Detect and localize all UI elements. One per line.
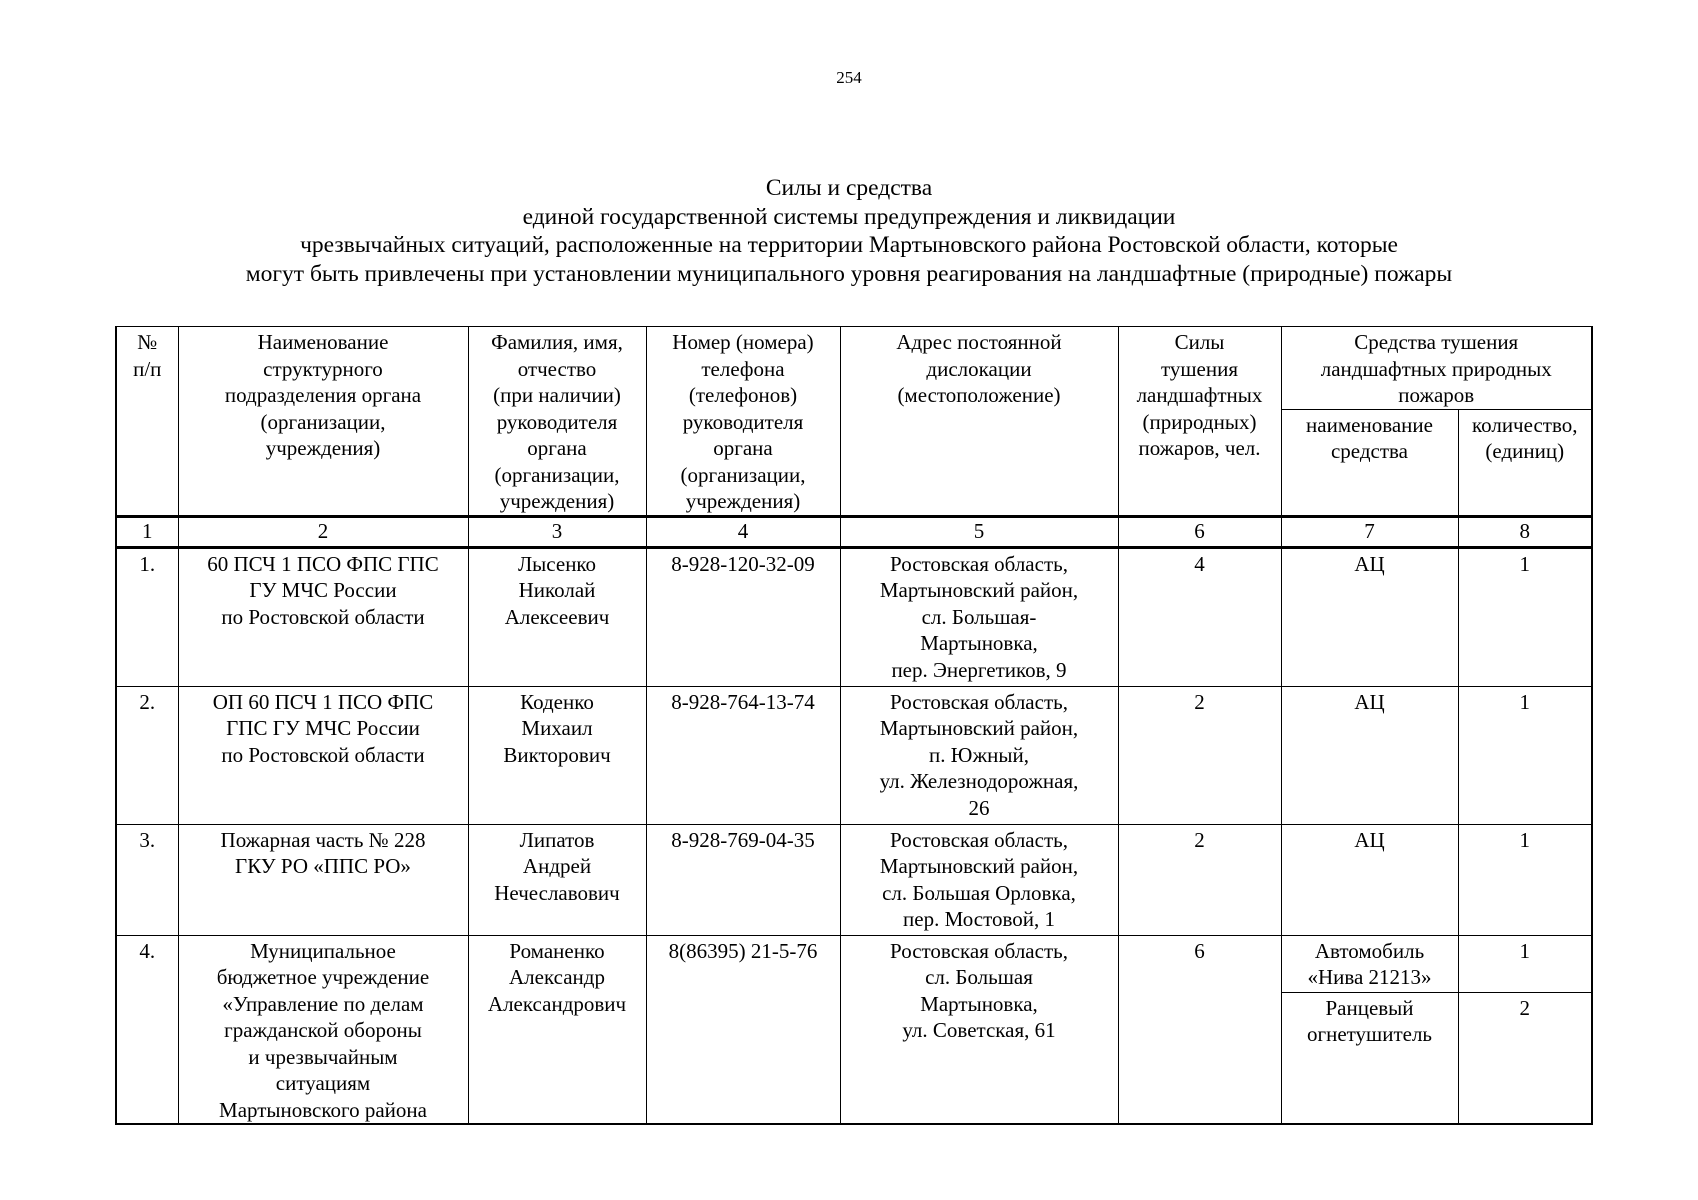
row-num: 2. <box>116 686 178 824</box>
table-row <box>116 935 1592 992</box>
table-row <box>116 686 1592 824</box>
row-means-qty: 1 <box>1458 547 1592 686</box>
header-phone: Номер (номера) телефона (телефонов) руководителя органа (организации, учреждения) <box>646 327 840 517</box>
header-address: Адрес постоянной дислокации (местоположение) <box>840 327 1118 517</box>
row-head: Коденко Михаил Викторович <box>468 686 646 824</box>
row-means-name: АЦ <box>1281 686 1458 824</box>
row-means-name: АЦ <box>1281 824 1458 935</box>
row-means-name: Ранцевый огнетушитель <box>1281 992 1458 1124</box>
table-row <box>116 824 1592 935</box>
column-number-row <box>116 516 1592 547</box>
forces-table <box>115 326 1593 1125</box>
document-title <box>100 174 1598 288</box>
row-unit: 60 ПСЧ 1 ПСО ФПС ГПС ГУ МЧС России по Ростовской области <box>178 547 468 686</box>
row-phone: 8-928-120-32-09 <box>646 547 840 686</box>
column-number: 7 <box>1281 516 1458 547</box>
header-num: № п/п <box>116 327 178 517</box>
row-head: Лысенко Николай Алексеевич <box>468 547 646 686</box>
row-means-name: АЦ <box>1281 547 1458 686</box>
column-number: 8 <box>1458 516 1592 547</box>
table-row <box>116 547 1592 686</box>
row-means-qty: 1 <box>1458 824 1592 935</box>
row-unit: Пожарная часть № 228 ГКУ РО «ППС РО» <box>178 824 468 935</box>
title-line: могут быть привлечены при установлении муниципального уровня реагирования на ландшафтные (природные) пожары <box>245 260 1453 287</box>
column-number: 2 <box>178 516 468 547</box>
row-phone: 8(86395) 21-5-76 <box>646 935 840 1124</box>
column-number: 6 <box>1118 516 1281 547</box>
row-num: 4. <box>116 935 178 1124</box>
row-num: 3. <box>116 824 178 935</box>
row-head: Липатов Андрей Нечеславович <box>468 824 646 935</box>
row-means-qty: 1 <box>1458 935 1592 992</box>
row-forces: 6 <box>1118 935 1281 1124</box>
row-num: 1. <box>116 547 178 686</box>
row-means-qty: 1 <box>1458 686 1592 824</box>
header-means-qty: количество, (единиц) <box>1458 409 1592 516</box>
title-line: Силы и средства <box>765 175 933 201</box>
row-forces: 4 <box>1118 547 1281 686</box>
header-head: Фамилия, имя, отчество (при наличии) руководителя органа (организации, учреждения) <box>468 327 646 517</box>
header-forces: Силы тушения ландшафтных (природных) пожаров, чел. <box>1118 327 1281 517</box>
row-unit: ОП 60 ПСЧ 1 ПСО ФПС ГПС ГУ МЧС России по Ростовской области <box>178 686 468 824</box>
title-line: чрезвычайных ситуаций, расположенные на территории Мартыновского района Ростовской области, которые <box>300 232 1398 258</box>
row-unit: Муниципальное бюджетное учреждение «Управление по делам гражданской обороны и чрезвычайным ситуациям Мартыновского района <box>178 935 468 1124</box>
title-line: единой государственной системы предупреждения и ликвидации <box>522 203 1176 230</box>
row-means-name: Автомобиль «Нива 21213» <box>1281 935 1458 992</box>
header-row <box>116 327 1592 410</box>
row-address: Ростовская область, Мартыновский район, п. Южный, ул. Железнодорожная, 26 <box>840 686 1118 824</box>
header-means: Средства тушения ландшафтных природных пожаров <box>1281 327 1592 410</box>
row-forces: 2 <box>1118 824 1281 935</box>
column-number: 1 <box>116 516 178 547</box>
row-address: Ростовская область, Мартыновский район, сл. Большая- Мартыновка, пер. Энергетиков, 9 <box>840 547 1118 686</box>
page-number: 254 <box>836 68 862 87</box>
row-address: Ростовская область, Мартыновский район, сл. Большая Орловка, пер. Мостовой, 1 <box>840 824 1118 935</box>
row-means-qty: 2 <box>1458 992 1592 1124</box>
row-address: Ростовская область, сл. Большая Мартыновка, ул. Советская, 61 <box>840 935 1118 1124</box>
column-number: 5 <box>840 516 1118 547</box>
row-phone: 8-928-764-13-74 <box>646 686 840 824</box>
row-forces: 2 <box>1118 686 1281 824</box>
column-number: 4 <box>646 516 840 547</box>
row-phone: 8-928-769-04-35 <box>646 824 840 935</box>
header-means-name: наименование средства <box>1281 409 1458 516</box>
column-number: 3 <box>468 516 646 547</box>
row-head: Романенко Александр Александрович <box>468 935 646 1124</box>
header-unit: Наименование структурного подразделения органа (организации, учреждения) <box>178 327 468 517</box>
